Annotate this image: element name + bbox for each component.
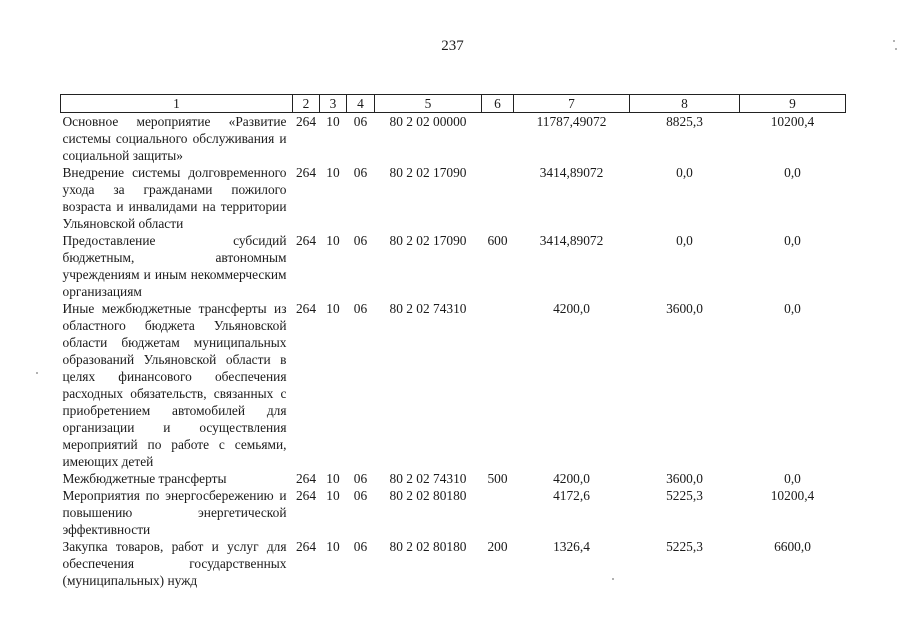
cell-section: 10 xyxy=(326,165,340,180)
cell-amount-7: 4172,6 xyxy=(553,488,590,503)
cell-admin: 264 xyxy=(295,233,317,248)
cell-admin: 264 xyxy=(295,539,317,554)
header-col-3: 3 xyxy=(320,95,347,113)
cell-subsection: 06 xyxy=(353,539,368,554)
cell-admin: 264 xyxy=(295,488,317,503)
header-col-2: 2 xyxy=(293,95,320,113)
cell-subsection: 06 xyxy=(353,165,368,180)
table-row xyxy=(61,164,846,232)
scan-speck xyxy=(612,578,614,580)
row-name: Мероприятия по энергосбережению и повышению энергетической эффективности xyxy=(62,488,287,537)
budget-table xyxy=(60,94,846,589)
cell-subsection: 06 xyxy=(353,301,368,316)
header-row xyxy=(61,95,846,113)
table-row xyxy=(61,300,846,470)
header-col-8: 8 xyxy=(630,95,740,113)
cell-section: 10 xyxy=(326,301,340,316)
cell-subsection: 06 xyxy=(353,233,368,248)
page-number: 237 xyxy=(441,38,464,54)
row-name: Иные межбюджетные трансферты из областного бюджета Ульяновской области бюджетам муниципальных образований Ульяновской области в целях финансового обеспечения расходных обязательств, связанных с приобретением автомобилей для организации и осуществления мероприятий по работе с семьями, имеющих детей xyxy=(62,301,287,469)
cell-amount-8: 5225,3 xyxy=(666,488,703,503)
cell-amount-7: 3414,89072 xyxy=(539,165,604,180)
cell-expense-type xyxy=(482,300,514,470)
cell-amount-9: 10200,4 xyxy=(770,488,815,503)
cell-amount-7: 11787,49072 xyxy=(536,114,607,129)
table-row xyxy=(61,538,846,589)
row-name: Закупка товаров, работ и услуг для обеспечения государственных (муниципальных) нужд xyxy=(62,539,287,588)
cell-amount-9: 6600,0 xyxy=(774,539,811,554)
cell-amount-9: 0,0 xyxy=(784,165,801,180)
cell-amount-8: 5225,3 xyxy=(666,539,703,554)
cell-amount-8: 0,0 xyxy=(676,233,693,248)
cell-amount-8: 8825,3 xyxy=(666,114,703,129)
header-col-6: 6 xyxy=(482,95,514,113)
cell-expense-type: 600 xyxy=(487,233,508,248)
scan-speck xyxy=(893,40,895,42)
table-row xyxy=(61,232,846,300)
row-name: Межбюджетные трансферты xyxy=(62,471,227,486)
row-name: Предоставление субсидий бюджетным, автономным учреждениям и иным некоммерческим организациям xyxy=(62,233,287,299)
cell-expense-type xyxy=(482,487,514,538)
table-row xyxy=(61,487,846,538)
cell-amount-8: 0,0 xyxy=(676,165,693,180)
cell-target-article: 80 2 02 17090 xyxy=(389,165,467,180)
cell-target-article: 80 2 02 80180 xyxy=(389,539,467,554)
row-name: Основное мероприятие «Развитие системы социального обслуживания и социальной защиты» xyxy=(62,114,287,163)
row-name: Внедрение системы долговременного ухода за гражданами пожилого возраста и инвалидами на территории Ульяновской области xyxy=(62,165,287,231)
cell-expense-type: 500 xyxy=(487,471,508,486)
header-col-4: 4 xyxy=(347,95,375,113)
cell-expense-type xyxy=(482,113,514,165)
cell-amount-7: 3414,89072 xyxy=(539,233,604,248)
cell-target-article: 80 2 02 80180 xyxy=(389,488,467,503)
cell-subsection: 06 xyxy=(353,488,368,503)
cell-expense-type: 200 xyxy=(487,539,508,554)
cell-admin: 264 xyxy=(295,471,317,486)
cell-admin: 264 xyxy=(295,165,317,180)
cell-amount-9: 0,0 xyxy=(784,233,801,248)
header-col-9: 9 xyxy=(740,95,846,113)
cell-target-article: 80 2 02 17090 xyxy=(389,233,467,248)
cell-section: 10 xyxy=(326,114,340,129)
cell-amount-9: 0,0 xyxy=(784,471,801,486)
cell-admin: 264 xyxy=(295,114,317,129)
cell-section: 10 xyxy=(326,539,340,554)
header-col-5: 5 xyxy=(375,95,482,113)
cell-expense-type xyxy=(482,164,514,232)
header-col-7: 7 xyxy=(514,95,630,113)
cell-amount-8: 3600,0 xyxy=(666,301,703,316)
cell-target-article: 80 2 02 74310 xyxy=(389,471,467,486)
cell-section: 10 xyxy=(326,488,340,503)
cell-amount-7: 4200,0 xyxy=(553,301,590,316)
cell-amount-7: 4200,0 xyxy=(553,471,590,486)
scan-speck xyxy=(36,372,38,374)
cell-subsection: 06 xyxy=(353,471,368,486)
cell-subsection: 06 xyxy=(353,114,368,129)
cell-amount-9: 0,0 xyxy=(784,301,801,316)
cell-section: 10 xyxy=(326,471,340,486)
cell-section: 10 xyxy=(326,233,340,248)
cell-amount-7: 1326,4 xyxy=(553,539,590,554)
table-row xyxy=(61,470,846,487)
cell-admin: 264 xyxy=(295,301,317,316)
table-row xyxy=(61,113,846,165)
scan-speck xyxy=(895,48,897,50)
cell-target-article: 80 2 02 00000 xyxy=(389,114,467,129)
header-col-1: 1 xyxy=(61,95,293,113)
cell-amount-8: 3600,0 xyxy=(666,471,703,486)
cell-target-article: 80 2 02 74310 xyxy=(389,301,467,316)
cell-amount-9: 10200,4 xyxy=(770,114,815,129)
